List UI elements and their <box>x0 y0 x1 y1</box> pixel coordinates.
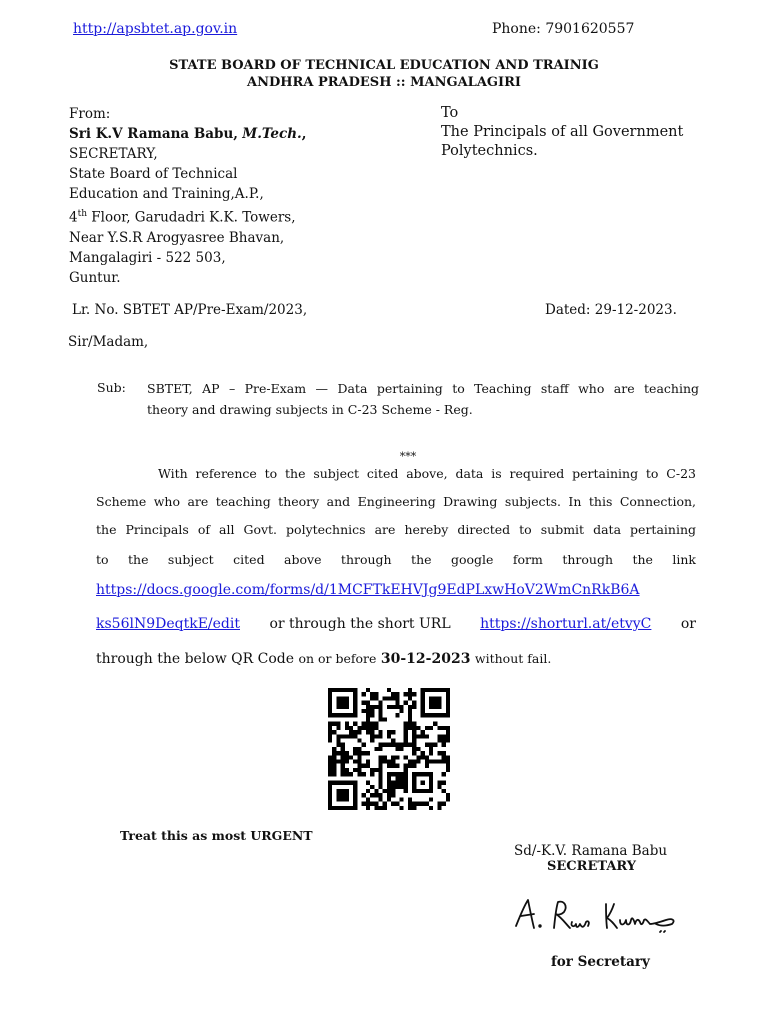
for-secretary: for Secretary <box>551 954 650 970</box>
signature-image <box>510 890 680 940</box>
address-line: Education and Training,A.P., <box>69 186 264 202</box>
floor-rest: Floor, Garudadri K.K. Towers, <box>87 209 296 226</box>
to-line2: Polytechnics. <box>441 143 538 159</box>
address-line: SECRETARY, <box>69 146 158 162</box>
body-line1: With reference to the subject cited above, data is required pertaining to C-23 <box>158 466 696 481</box>
or-text: or <box>680 616 696 632</box>
phone-number: Phone: 7901620557 <box>492 21 635 37</box>
subject-line1: SBTET, AP – Pre-Exam — Data pertaining to Teaching staff who are teaching <box>147 381 699 396</box>
letter-number: Lr. No. SBTET AP/Pre-Exam/2023, <box>72 302 308 318</box>
floor-superscript: th <box>77 209 88 219</box>
google-form-link-continued[interactable]: ks56lN9DeqtkE/edit <box>96 616 240 632</box>
deadline-intro: on or before <box>298 651 377 666</box>
from-name-line <box>69 124 306 144</box>
qr-code[interactable] <box>324 688 454 810</box>
urgent-note: Treat this as most URGENT <box>120 828 313 843</box>
address-line: State Board of Technical <box>69 166 238 182</box>
sender-name: Sri K.V Ramana Babu, <box>69 126 238 142</box>
letter-date: Dated: 29-12-2023. <box>545 302 677 318</box>
short-url-intro: or through the short URL <box>269 616 451 632</box>
to-line1: The Principals of all Government <box>441 124 684 140</box>
qr-instruction-line <box>96 649 551 669</box>
from-label: From: <box>69 106 111 122</box>
body-line2: Scheme who are teaching theory and Engineering Drawing subjects. In this Connection, <box>96 494 696 509</box>
separator: *** <box>399 450 417 463</box>
board-title-line1: STATE BOARD OF TECHNICAL EDUCATION AND TRAINIG <box>169 58 599 73</box>
deadline-suffix: without fail. <box>474 651 552 666</box>
address-line: Near Y.S.R Arogyasree Bhavan, <box>69 229 285 246</box>
google-form-link[interactable]: https://docs.google.com/forms/d/1MCFTkEHVJg9EdPLxwHoV2WmCnRkB6A <box>96 582 640 598</box>
subject-line2: theory and drawing subjects in C-23 Scheme - Reg. <box>147 402 473 417</box>
qr-instruction: through the below QR Code <box>96 651 295 667</box>
short-url-line <box>96 614 696 634</box>
subject-label: Sub: <box>97 380 126 395</box>
floor-number: 4 <box>69 209 78 226</box>
deadline-date: 30-12-2023 <box>380 651 471 667</box>
body-line4: to the subject cited above through the google form through the link <box>96 552 696 567</box>
to-label: To <box>441 105 459 121</box>
salutation: Sir/Madam, <box>68 334 149 350</box>
address-line-floor <box>69 204 306 228</box>
address-line: Guntur. <box>69 269 121 286</box>
from-block <box>69 104 306 288</box>
sd-line: Sd/-K.V. Ramana Babu <box>514 843 668 859</box>
board-title-line2: ANDHRA PRADESH :: MANGALAGIRI <box>247 75 521 90</box>
website-link[interactable]: http://apsbtet.ap.gov.in <box>73 21 238 37</box>
short-url-link[interactable]: https://shorturl.at/etvyC <box>480 616 652 632</box>
secretary-title: SECRETARY <box>547 859 637 874</box>
sender-degree-suffix: , <box>301 126 307 142</box>
address-line: Mangalagiri - 522 503, <box>69 249 226 266</box>
sender-degree: M.Tech. <box>242 126 302 142</box>
to-block <box>441 104 683 161</box>
body-line3: the Principals of all Govt. polytechnics are hereby directed to submit data pertaining <box>96 522 696 537</box>
